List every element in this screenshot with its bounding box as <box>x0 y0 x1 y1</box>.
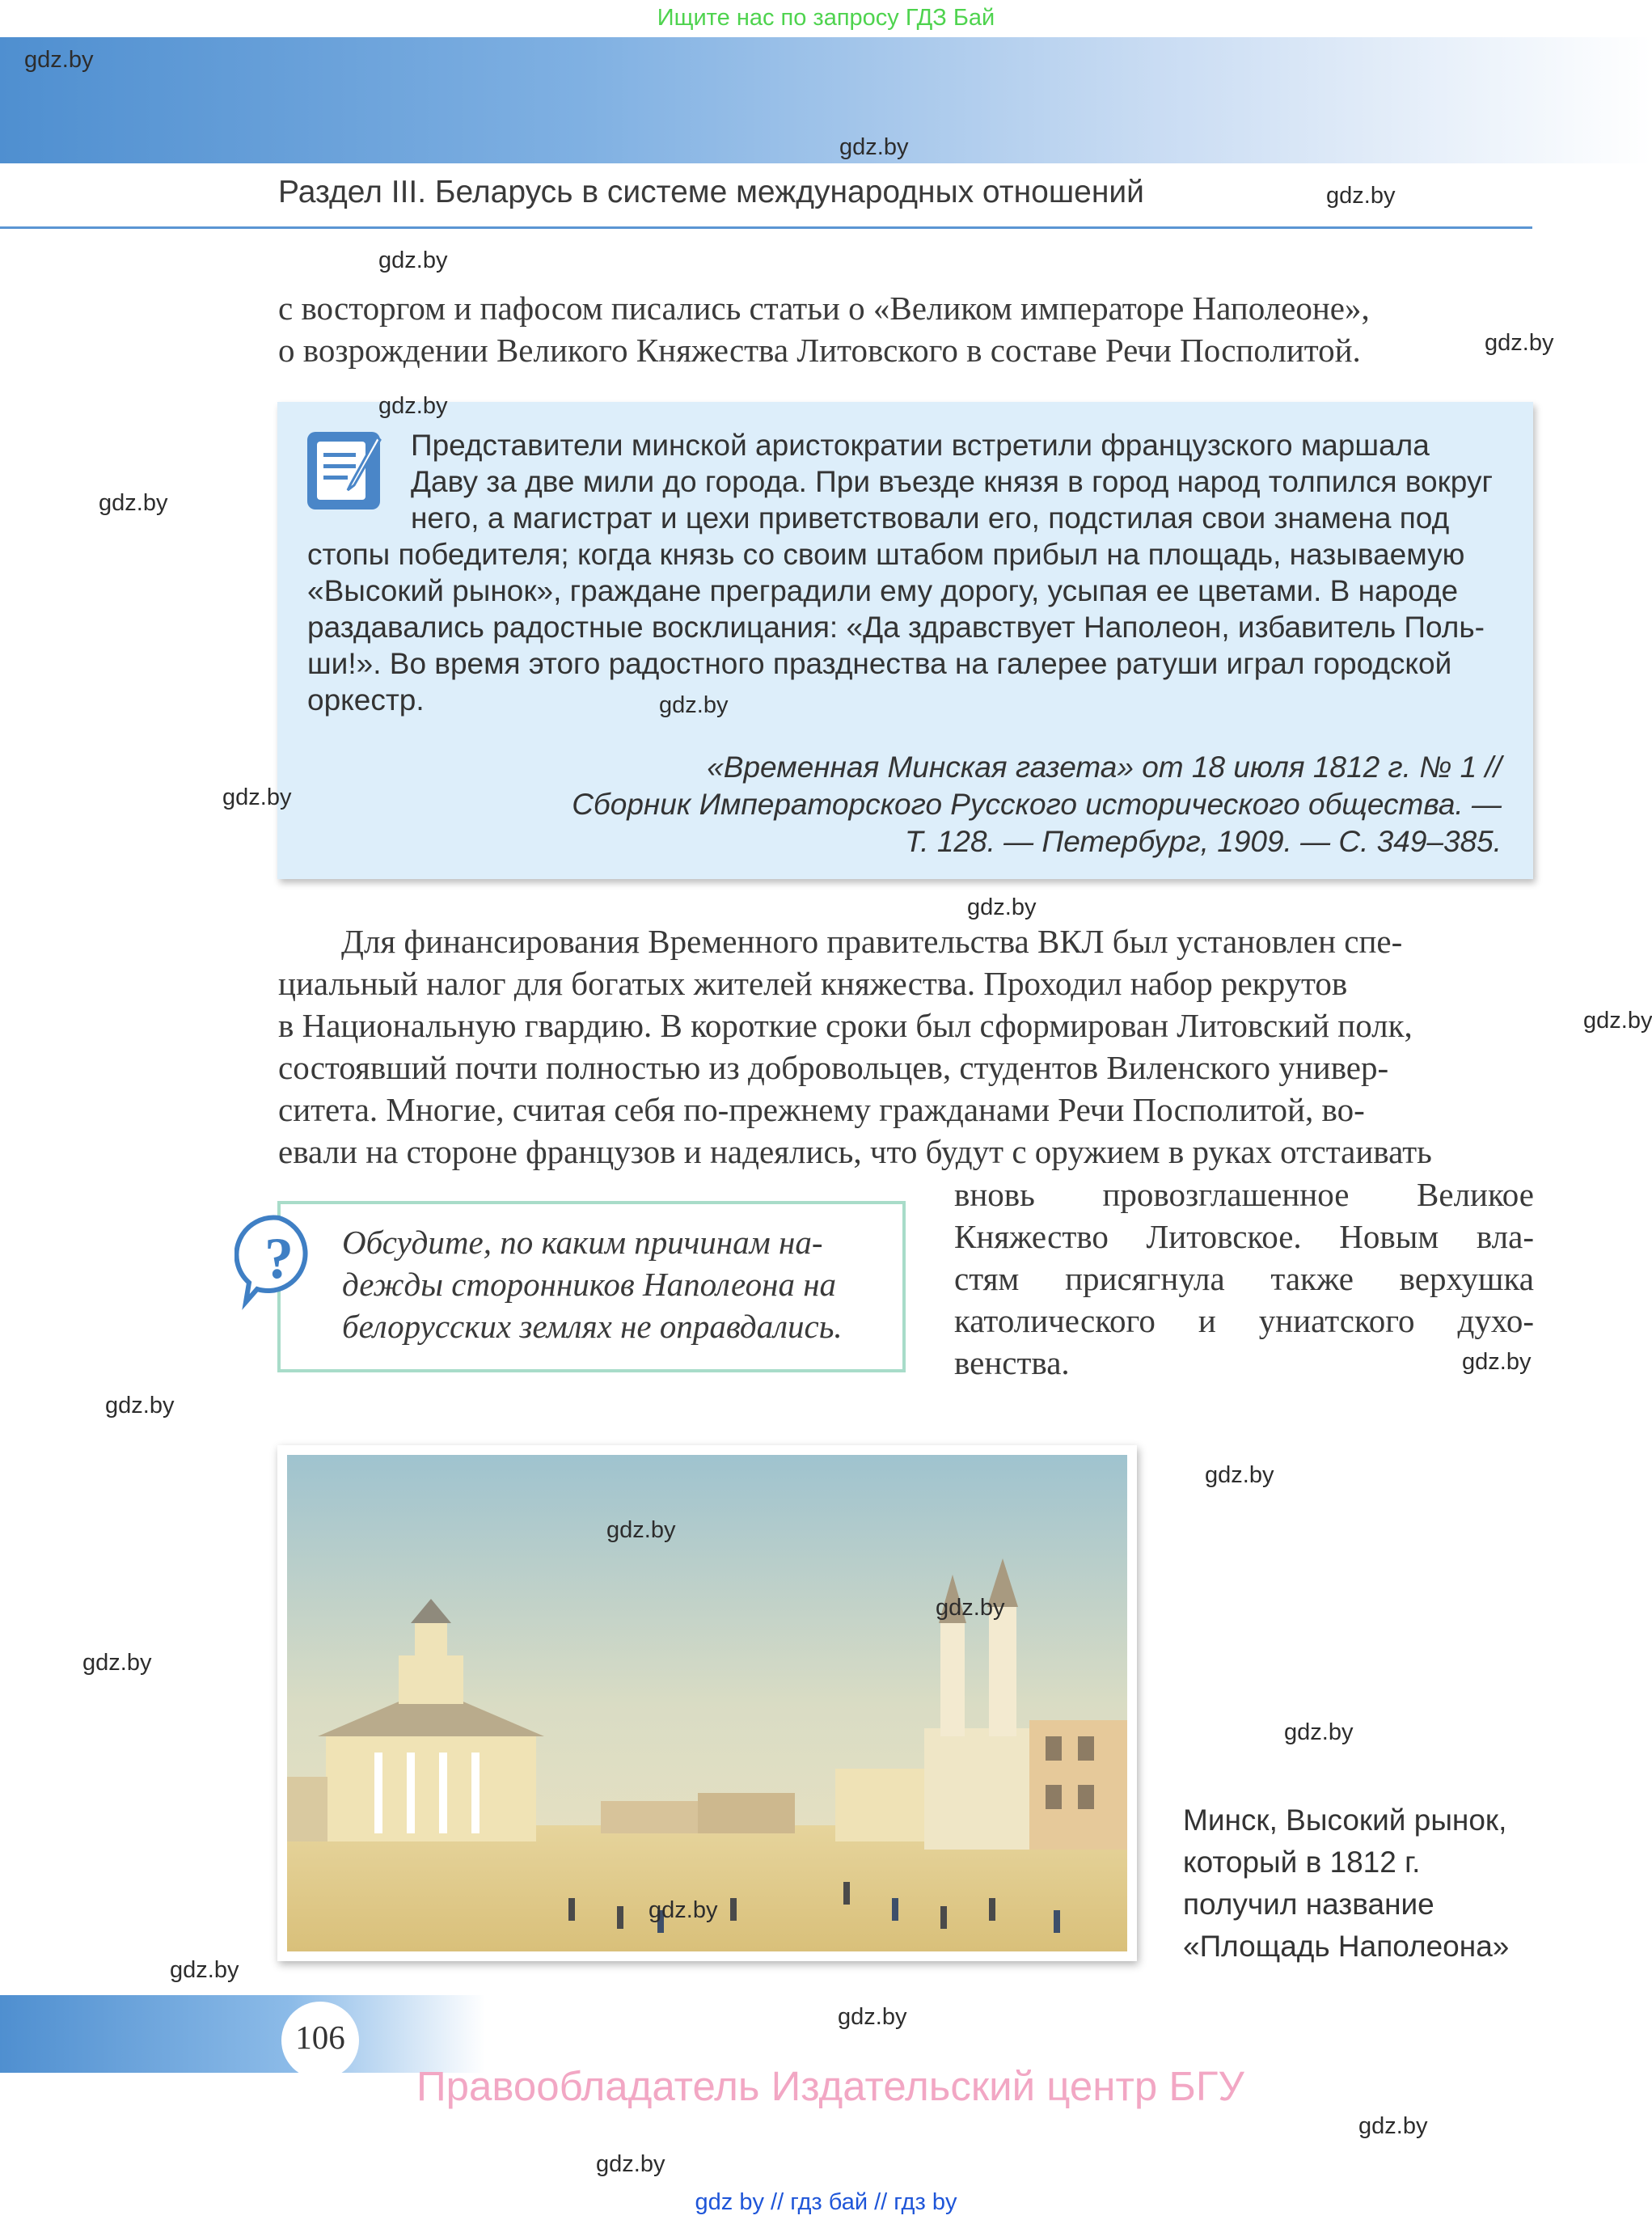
text-line: католического и униатского духо- <box>954 1302 1534 1339</box>
text-line: ситета. Многие, считая себя по-прежнему гражданами Речи Посполитой, во- <box>278 1091 1365 1128</box>
text-line: стям присягнула также верхушка <box>954 1260 1534 1297</box>
text-line: евали на стороне французов и надеялись, что будут с оружием в руках отстаивать <box>278 1133 1432 1170</box>
section-title: Раздел III. Беларусь в системе международных отношений <box>278 175 1144 209</box>
svg-text:?: ? <box>264 1226 294 1291</box>
watermark: gdz.by <box>170 1957 239 1983</box>
painting-frame <box>277 1445 1137 1961</box>
quote-line: раздавались радостные восклицания: «Да здравствует Наполеон, избавитель Поль- <box>307 611 1485 644</box>
watermark: gdz.by <box>105 1393 175 1419</box>
text-line: с восторгом и пафосом писались статьи о «Великом императоре Наполеоне», <box>278 290 1370 327</box>
watermark: gdz.by <box>378 393 448 419</box>
question-line: дежды сторонников Наполеона на <box>342 1266 837 1303</box>
text-line: венства. <box>954 1344 1070 1381</box>
quote-line: Представители минской аристократии встретили французского маршала <box>411 429 1430 462</box>
watermark: gdz.by <box>1326 183 1396 209</box>
watermark: gdz.by <box>1485 330 1554 356</box>
footer-band <box>0 1995 485 2073</box>
quote-source <box>485 749 1502 860</box>
question-line: белорусских землях не оправдались. <box>342 1308 843 1345</box>
quote-line: оркестр. <box>307 683 425 717</box>
source-line: «Временная Минская газета» от 18 июля 1812 г. № 1 // <box>707 750 1502 784</box>
watermark: gdz.by <box>596 2151 665 2177</box>
watermark: gdz.by <box>967 894 1037 920</box>
paragraph-1 <box>278 287 1564 371</box>
text-line: циальный налог для богатых жителей княжества. Проходил набор рекрутов <box>278 965 1348 1002</box>
watermark: gdz.by <box>936 1595 1005 1621</box>
watermark: gdz.by <box>839 134 909 160</box>
caption-line: Минск, Высокий рынок, <box>1183 1803 1507 1837</box>
question-line: Обсудите, по каким причинам на- <box>342 1224 823 1261</box>
text-line: в Национальную гвардию. В короткие сроки был сформирован Литовский полк, <box>278 1007 1413 1044</box>
watermark: gdz.by <box>1284 1719 1354 1745</box>
quote-line: него, а магистрат и цехи приветствовали его, подстилая свои знамена под <box>411 501 1450 535</box>
question-mark-icon <box>234 1213 323 1310</box>
watermark: gdz.by <box>24 47 94 73</box>
watermark: gdz.by <box>82 1650 152 1676</box>
watermark: gdz.by <box>1462 1349 1532 1375</box>
header-band <box>0 37 1652 163</box>
caption-line: «Площадь Наполеона» <box>1183 1930 1510 1963</box>
watermark: gdz.by <box>838 2004 907 2030</box>
watermark: gdz.by <box>222 784 292 810</box>
watermark: gdz.by <box>606 1517 676 1543</box>
text-line: вновь провозглашенное Великое <box>954 1176 1534 1213</box>
painting-minsk-square-icon <box>277 1445 1137 1961</box>
painting-caption <box>1183 1799 1571 1968</box>
paragraph-2 <box>278 920 1534 1173</box>
watermark: gdz.by <box>1358 2113 1428 2139</box>
watermark: gdz.by <box>649 1897 718 1923</box>
quote-text <box>307 427 1502 718</box>
quote-line: «Высокий рынок», граждане преградили ему дорогу, усыпая ее цветами. В народе <box>307 574 1459 607</box>
quote-line: ши!». Во время этого радостного празднества на галерее ратуши играл городской <box>307 647 1452 680</box>
page-number: 106 <box>295 2019 345 2056</box>
watermark: gdz.by <box>1205 1462 1274 1488</box>
text-line: состоявший почти полностью из добровольцев, студентов Виленского универ- <box>278 1049 1389 1086</box>
caption-line: получил название <box>1183 1888 1434 1921</box>
quote-line: стопы победителя; когда князь со своим штабом прибыл на площадь, называемую <box>307 538 1465 571</box>
watermark: gdz.by <box>659 692 729 718</box>
watermark: gdz.by <box>99 490 168 516</box>
source-line: Сборник Императорского Русского исторического общества. — <box>572 788 1502 821</box>
text-line: о возрождении Великого Княжества Литовского в составе Речи Посполитой. <box>278 332 1361 369</box>
text-line: Княжество Литовское. Новым вла- <box>954 1218 1534 1255</box>
question-text <box>342 1221 878 1347</box>
paragraph-2-right <box>954 1173 1534 1384</box>
text-line: Для финансирования Временного правительства ВКЛ был установлен спе- <box>341 923 1403 960</box>
caption-line: который в 1812 г. <box>1183 1846 1421 1879</box>
watermark: gdz.by <box>1583 1008 1652 1034</box>
quote-line: Даву за две мили до города. При въезде князя в город народ толпился вокруг <box>411 465 1493 498</box>
bottom-links[interactable]: gdz by // гдз бай // гдз by <box>695 2189 957 2215</box>
watermark: gdz.by <box>378 247 448 273</box>
header-rule <box>0 226 1532 229</box>
top-note: Ищите нас по запросу ГДЗ Бай <box>657 5 995 31</box>
copyright-notice: Правообладатель Издательский центр БГУ <box>416 2063 1244 2109</box>
source-line: Т. 128. — Петербург, 1909. — С. 349–385. <box>904 825 1502 858</box>
